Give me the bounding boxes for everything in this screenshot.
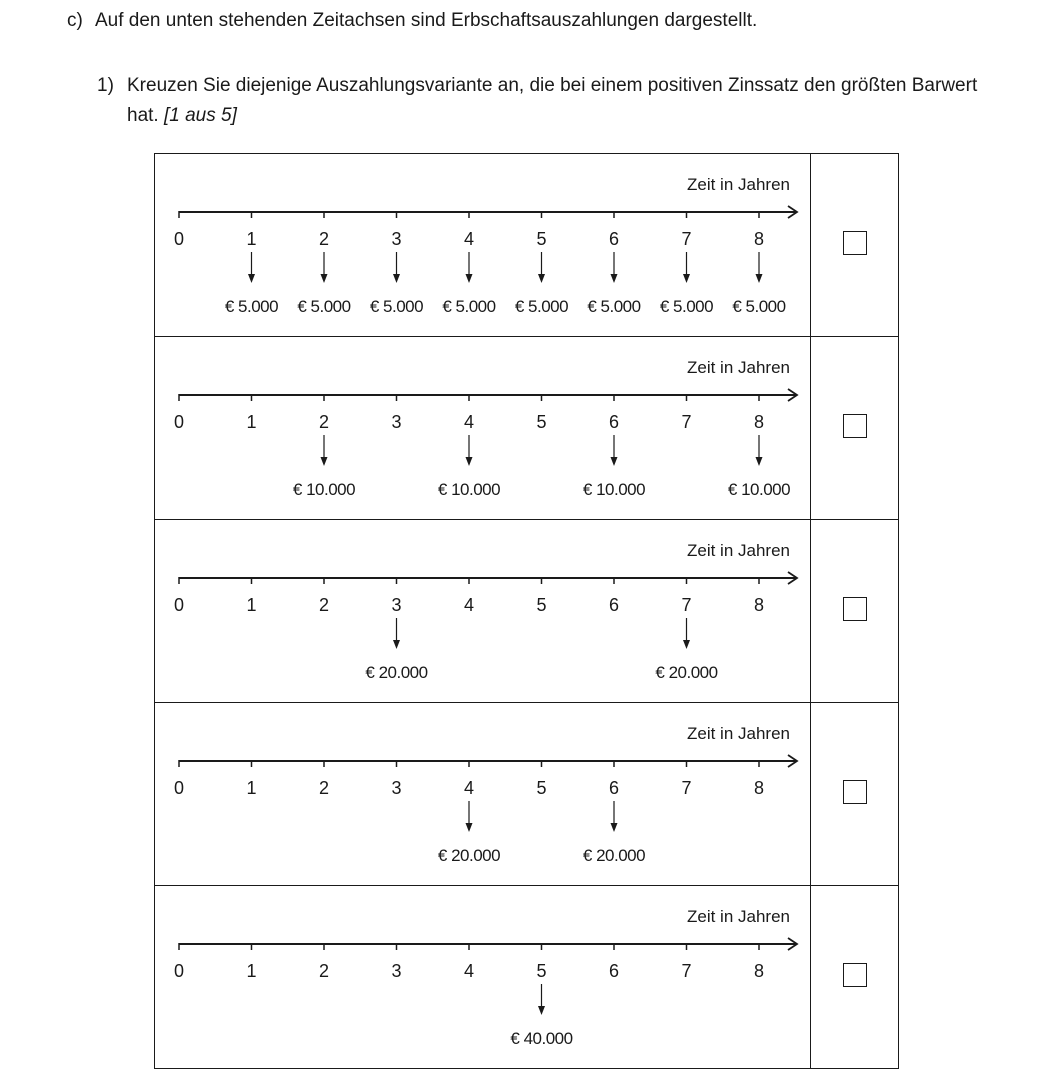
subtask	[97, 71, 997, 131]
timeline-axis	[155, 886, 810, 1068]
tick-label: 6	[608, 961, 620, 981]
checkbox-cell	[811, 154, 899, 337]
subtask-text: Kreuzen Sie diejenige Auszahlungsvariante an, die bei einem positiven Zinssatz den größten Barwert hat.	[127, 75, 978, 126]
options-table	[154, 153, 899, 1069]
axis-label: Zeit in Jahren	[687, 907, 790, 926]
arrow-down-icon	[538, 274, 545, 283]
tick-label: 3	[391, 961, 402, 981]
option-checkbox[interactable]	[843, 414, 867, 438]
tick-label: 3	[391, 229, 402, 249]
tick-label: 7	[681, 961, 692, 981]
arrow-down-icon	[756, 274, 763, 283]
option-row	[155, 154, 899, 337]
tick-label: 4	[463, 229, 475, 249]
arrow-down-icon	[611, 823, 618, 832]
arrow-down-icon	[756, 457, 763, 466]
payment-amount: € 5.000	[732, 297, 786, 316]
tick-label: 1	[246, 778, 257, 798]
tick-label: 6	[608, 229, 620, 249]
tick-label: 3	[391, 778, 402, 798]
option-checkbox[interactable]	[843, 597, 867, 621]
arrow-down-icon	[393, 274, 400, 283]
axis-label: Zeit in Jahren	[687, 358, 790, 377]
tick-label: 2	[318, 778, 330, 798]
payment-amount: € 10.000	[437, 480, 501, 499]
timeline-cell	[155, 154, 811, 337]
tick-label: 1	[246, 961, 257, 981]
payment-amount: € 10.000	[727, 480, 791, 499]
arrow-down-icon	[683, 274, 690, 283]
arrow-down-icon	[611, 274, 618, 283]
tick-label: 4	[463, 412, 475, 432]
payment-amount: € 5.000	[659, 297, 714, 316]
timeline-axis	[155, 520, 810, 702]
option-row	[155, 703, 899, 886]
tick-label: 2	[318, 412, 330, 432]
tick-label: 1	[246, 412, 257, 432]
checkbox-cell	[811, 520, 899, 703]
timeline-axis	[155, 154, 810, 336]
tick-label: 5	[536, 412, 547, 432]
payment-amount: € 20.000	[437, 846, 501, 865]
tick-label: 5	[536, 778, 547, 798]
option-row	[155, 337, 899, 520]
tick-label: 5	[536, 595, 547, 615]
tick-label: 7	[681, 412, 692, 432]
tick-label: 4	[463, 778, 475, 798]
timeline-cell	[155, 886, 811, 1069]
arrow-down-icon	[466, 823, 473, 832]
axis-label: Zeit in Jahren	[687, 175, 790, 194]
arrow-down-icon	[248, 274, 255, 283]
tick-label: 7	[681, 778, 692, 798]
payment-amount: € 10.000	[292, 480, 356, 499]
tick-label: 6	[608, 778, 620, 798]
option-row	[155, 886, 899, 1069]
tick-label: 0	[173, 961, 185, 981]
checkbox-cell	[811, 886, 899, 1069]
tick-label: 0	[173, 412, 185, 432]
task-label: c)	[67, 10, 83, 31]
payment-amount: € 20.000	[582, 846, 646, 865]
tick-label: 4	[463, 595, 475, 615]
arrow-down-icon	[466, 457, 473, 466]
tick-label: 5	[536, 229, 547, 249]
task-heading	[67, 8, 757, 34]
tick-label: 8	[753, 778, 765, 798]
tick-label: 0	[173, 595, 185, 615]
tick-label: 0	[173, 778, 185, 798]
task-text: Auf den unten stehenden Zeitachsen sind Erbschaftsauszahlungen dargestellt.	[95, 10, 758, 31]
arrow-down-icon	[683, 640, 690, 649]
payment-amount: € 20.000	[365, 663, 428, 682]
tick-label: 6	[608, 412, 620, 432]
arrow-down-icon	[466, 274, 473, 283]
tick-label: 8	[753, 595, 765, 615]
tick-label: 5	[536, 961, 547, 981]
checkbox-cell	[811, 337, 899, 520]
payment-amount: € 40.000	[510, 1029, 573, 1048]
tick-label: 8	[753, 961, 765, 981]
payment-amount: € 5.000	[442, 297, 496, 316]
payment-amount: € 5.000	[514, 297, 569, 316]
subtask-hint: [1 aus 5]	[163, 105, 237, 126]
tick-label: 8	[753, 229, 765, 249]
arrow-down-icon	[321, 274, 328, 283]
tick-label: 4	[463, 961, 475, 981]
tick-label: 7	[681, 229, 692, 249]
tick-label: 7	[681, 595, 692, 615]
timeline-cell	[155, 703, 811, 886]
axis-label: Zeit in Jahren	[687, 724, 790, 743]
arrow-down-icon	[538, 1006, 545, 1015]
payment-amount: € 20.000	[655, 663, 718, 682]
checkbox-cell	[811, 703, 899, 886]
option-checkbox[interactable]	[843, 780, 867, 804]
payment-amount: € 5.000	[224, 297, 279, 316]
timeline-cell	[155, 520, 811, 703]
payment-amount: € 5.000	[587, 297, 641, 316]
arrow-down-icon	[321, 457, 328, 466]
tick-label: 3	[391, 595, 402, 615]
arrow-down-icon	[611, 457, 618, 466]
payment-amount: € 10.000	[582, 480, 646, 499]
option-row	[155, 520, 899, 703]
payment-amount: € 5.000	[369, 297, 424, 316]
subtask-number: 1)	[97, 75, 114, 96]
timeline-cell	[155, 337, 811, 520]
tick-label: 3	[391, 412, 402, 432]
tick-label: 2	[318, 595, 330, 615]
tick-label: 6	[608, 595, 620, 615]
tick-label: 8	[753, 412, 765, 432]
timeline-axis	[155, 703, 810, 885]
tick-label: 2	[318, 229, 330, 249]
tick-label: 0	[173, 229, 185, 249]
arrow-down-icon	[393, 640, 400, 649]
payment-amount: € 5.000	[297, 297, 351, 316]
option-checkbox[interactable]	[843, 963, 867, 987]
tick-label: 1	[246, 229, 257, 249]
tick-label: 1	[246, 595, 257, 615]
tick-label: 2	[318, 961, 330, 981]
axis-label: Zeit in Jahren	[687, 541, 790, 560]
timeline-axis	[155, 337, 810, 519]
option-checkbox[interactable]	[843, 231, 867, 255]
